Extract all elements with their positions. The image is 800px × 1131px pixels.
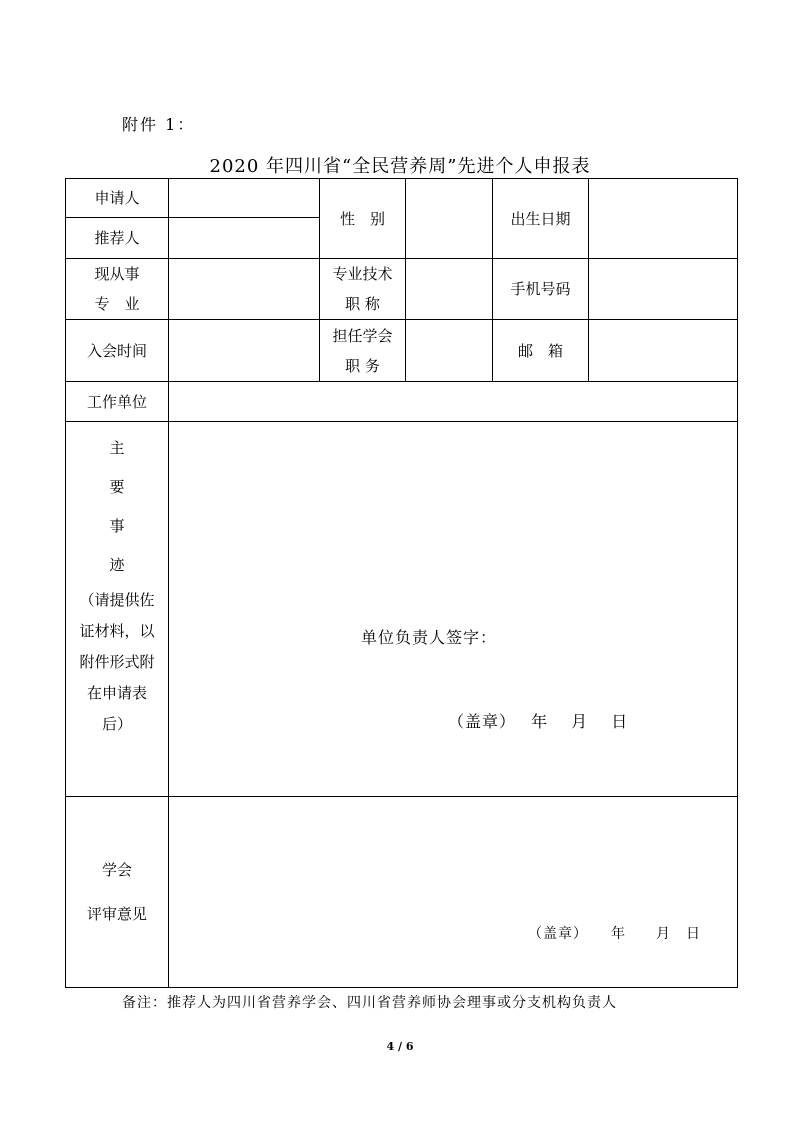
deeds-label-char: 迹 (109, 556, 125, 574)
deeds-note-line: 附件形式附 (79, 653, 155, 671)
society-role-field[interactable] (406, 320, 492, 381)
join-date-field[interactable] (169, 320, 319, 381)
deeds-note-line: （请提供佐 (79, 591, 155, 609)
join-date-label: 入会时间 (86, 341, 147, 360)
birth-date-label: 出生日期 (510, 209, 571, 228)
profession-label (66, 259, 168, 319)
society-role-label-line: 担任学会 (332, 326, 393, 345)
tech-title-field[interactable] (406, 259, 492, 319)
form-title: 2020 年四川省“全民营养周”先进个人申报表 (209, 156, 591, 177)
email-label: 邮 箱 (517, 341, 563, 360)
workplace-label: 工作单位 (86, 392, 147, 411)
gender-field[interactable] (406, 179, 492, 258)
deeds-label (66, 429, 168, 740)
recommender-label: 推荐人 (94, 229, 140, 247)
recommender-field[interactable] (169, 218, 319, 258)
attachment-label: 附件 1： (122, 115, 196, 134)
application-form-table (65, 178, 738, 988)
deeds-label-char: 事 (109, 517, 125, 535)
review-stamp-date: （盖章） 年 月 日 (528, 926, 701, 942)
deeds-field[interactable] (169, 422, 737, 796)
deeds-label-char: 主 (109, 439, 125, 457)
birth-date-field[interactable] (589, 179, 737, 258)
society-role-label (320, 320, 405, 381)
applicant-field[interactable] (169, 179, 319, 217)
remark-note: 备注：推荐人为四川省营养学会、四川省营养师协会理事或分支机构负责人 (122, 995, 617, 1011)
review-label (66, 797, 168, 987)
tech-title-label-line: 专业技术 (332, 265, 393, 283)
tech-title-label (320, 259, 405, 319)
applicant-label: 申请人 (94, 189, 140, 207)
deeds-label-char: 要 (109, 478, 125, 496)
tech-title-label-line: 职 称 (345, 295, 380, 313)
review-label-line: 评审意见 (86, 905, 147, 923)
unit-signature-label: 单位负责人签字： (361, 628, 498, 647)
email-field[interactable] (589, 320, 737, 381)
deeds-note-line: 证材料，以 (79, 622, 155, 640)
phone-field[interactable] (589, 259, 737, 319)
review-field[interactable] (169, 797, 737, 987)
profession-label-line: 现从事 (94, 265, 140, 283)
review-label-line: 学会 (101, 861, 132, 879)
profession-label-line: 专 业 (94, 295, 140, 313)
workplace-field[interactable] (169, 382, 737, 421)
society-role-label-line: 职 务 (345, 356, 380, 375)
gender-label: 性 别 (339, 209, 385, 228)
deeds-note-line: 后） (101, 715, 132, 733)
phone-label: 手机号码 (510, 280, 571, 298)
unit-stamp-date: （盖章） 年 月 日 (448, 712, 629, 731)
deeds-note-line: 在申请表 (86, 684, 147, 702)
profession-field[interactable] (169, 259, 319, 319)
page-number: 4 / 6 (386, 1040, 414, 1053)
